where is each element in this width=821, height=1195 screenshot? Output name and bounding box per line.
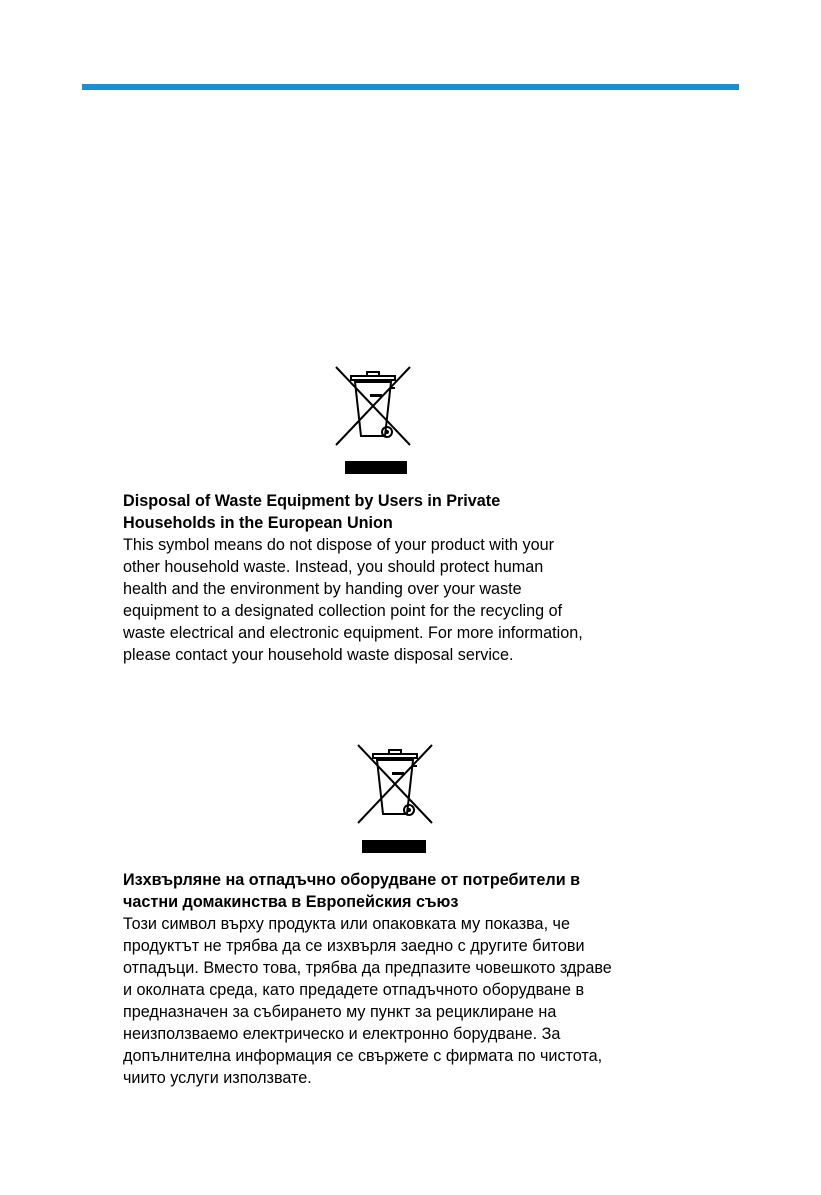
top-accent-rule (82, 84, 739, 90)
notice-en-body-line: other household waste. Instead, you should protect human (123, 558, 544, 576)
notice-bg-body-line: отпадъци. Вместо това, трябва да предпазите човешкото здраве (123, 959, 612, 977)
notice-bg (123, 869, 723, 1089)
notice-en-body-line: health and the environment by handing over your waste (123, 580, 522, 598)
notice-bg-body (123, 913, 723, 1089)
notice-bg-body-line: и околната среда, като предадете отпадъчното оборудване в (123, 981, 585, 999)
notice-en-body-line: equipment to a designated collection point for the recycling of (123, 602, 563, 620)
notice-bg-heading-line: частни домакинства в Европейския съюз (123, 893, 459, 911)
notice-en-body-line: please contact your household waste disposal service. (123, 646, 514, 664)
crossed-out-wheelie-bin-icon (355, 742, 435, 826)
notice-en-heading (123, 490, 723, 534)
notice-bg-heading (123, 869, 723, 913)
crossed-out-wheelie-bin-icon (333, 364, 413, 448)
notice-en-body-line: This symbol means do not dispose of your product with your (123, 536, 554, 554)
notice-bg-body-line: чиито услуги използвате. (123, 1069, 312, 1087)
notice-en-body (123, 534, 723, 666)
notice-bg-body-line: Този символ върху продукта или опаковката му показва, че (123, 915, 570, 933)
weee-solid-bar (362, 840, 426, 853)
notice-en-body-line: waste electrical and electronic equipment. For more information, (123, 624, 583, 642)
crossed-out-wheelie-bin-icon-graphic (355, 742, 435, 826)
crossed-out-wheelie-bin-icon-graphic (333, 364, 413, 448)
notice-en-heading-line: Disposal of Waste Equipment by Users in Private (123, 492, 501, 510)
notice-bg-body-line: неизползваемо електрическо и електронно борудване. За (123, 1025, 561, 1043)
notice-bg-body-line: допълнителна информация се свържете с фирмата по чистота, (123, 1047, 603, 1065)
weee-solid-bar (345, 461, 407, 474)
notice-en-heading-line: Households in the European Union (123, 514, 393, 532)
notice-bg-body-line: предназначен за събирането му пункт за рециклиране на (123, 1003, 557, 1021)
notice-bg-body-line: продуктът не трябва да се изхвърля заедно с другите битови (123, 937, 585, 955)
notice-en (123, 490, 723, 666)
notice-bg-heading-line: Изхвърляне на отпадъчно оборудване от потребители в (123, 871, 581, 889)
